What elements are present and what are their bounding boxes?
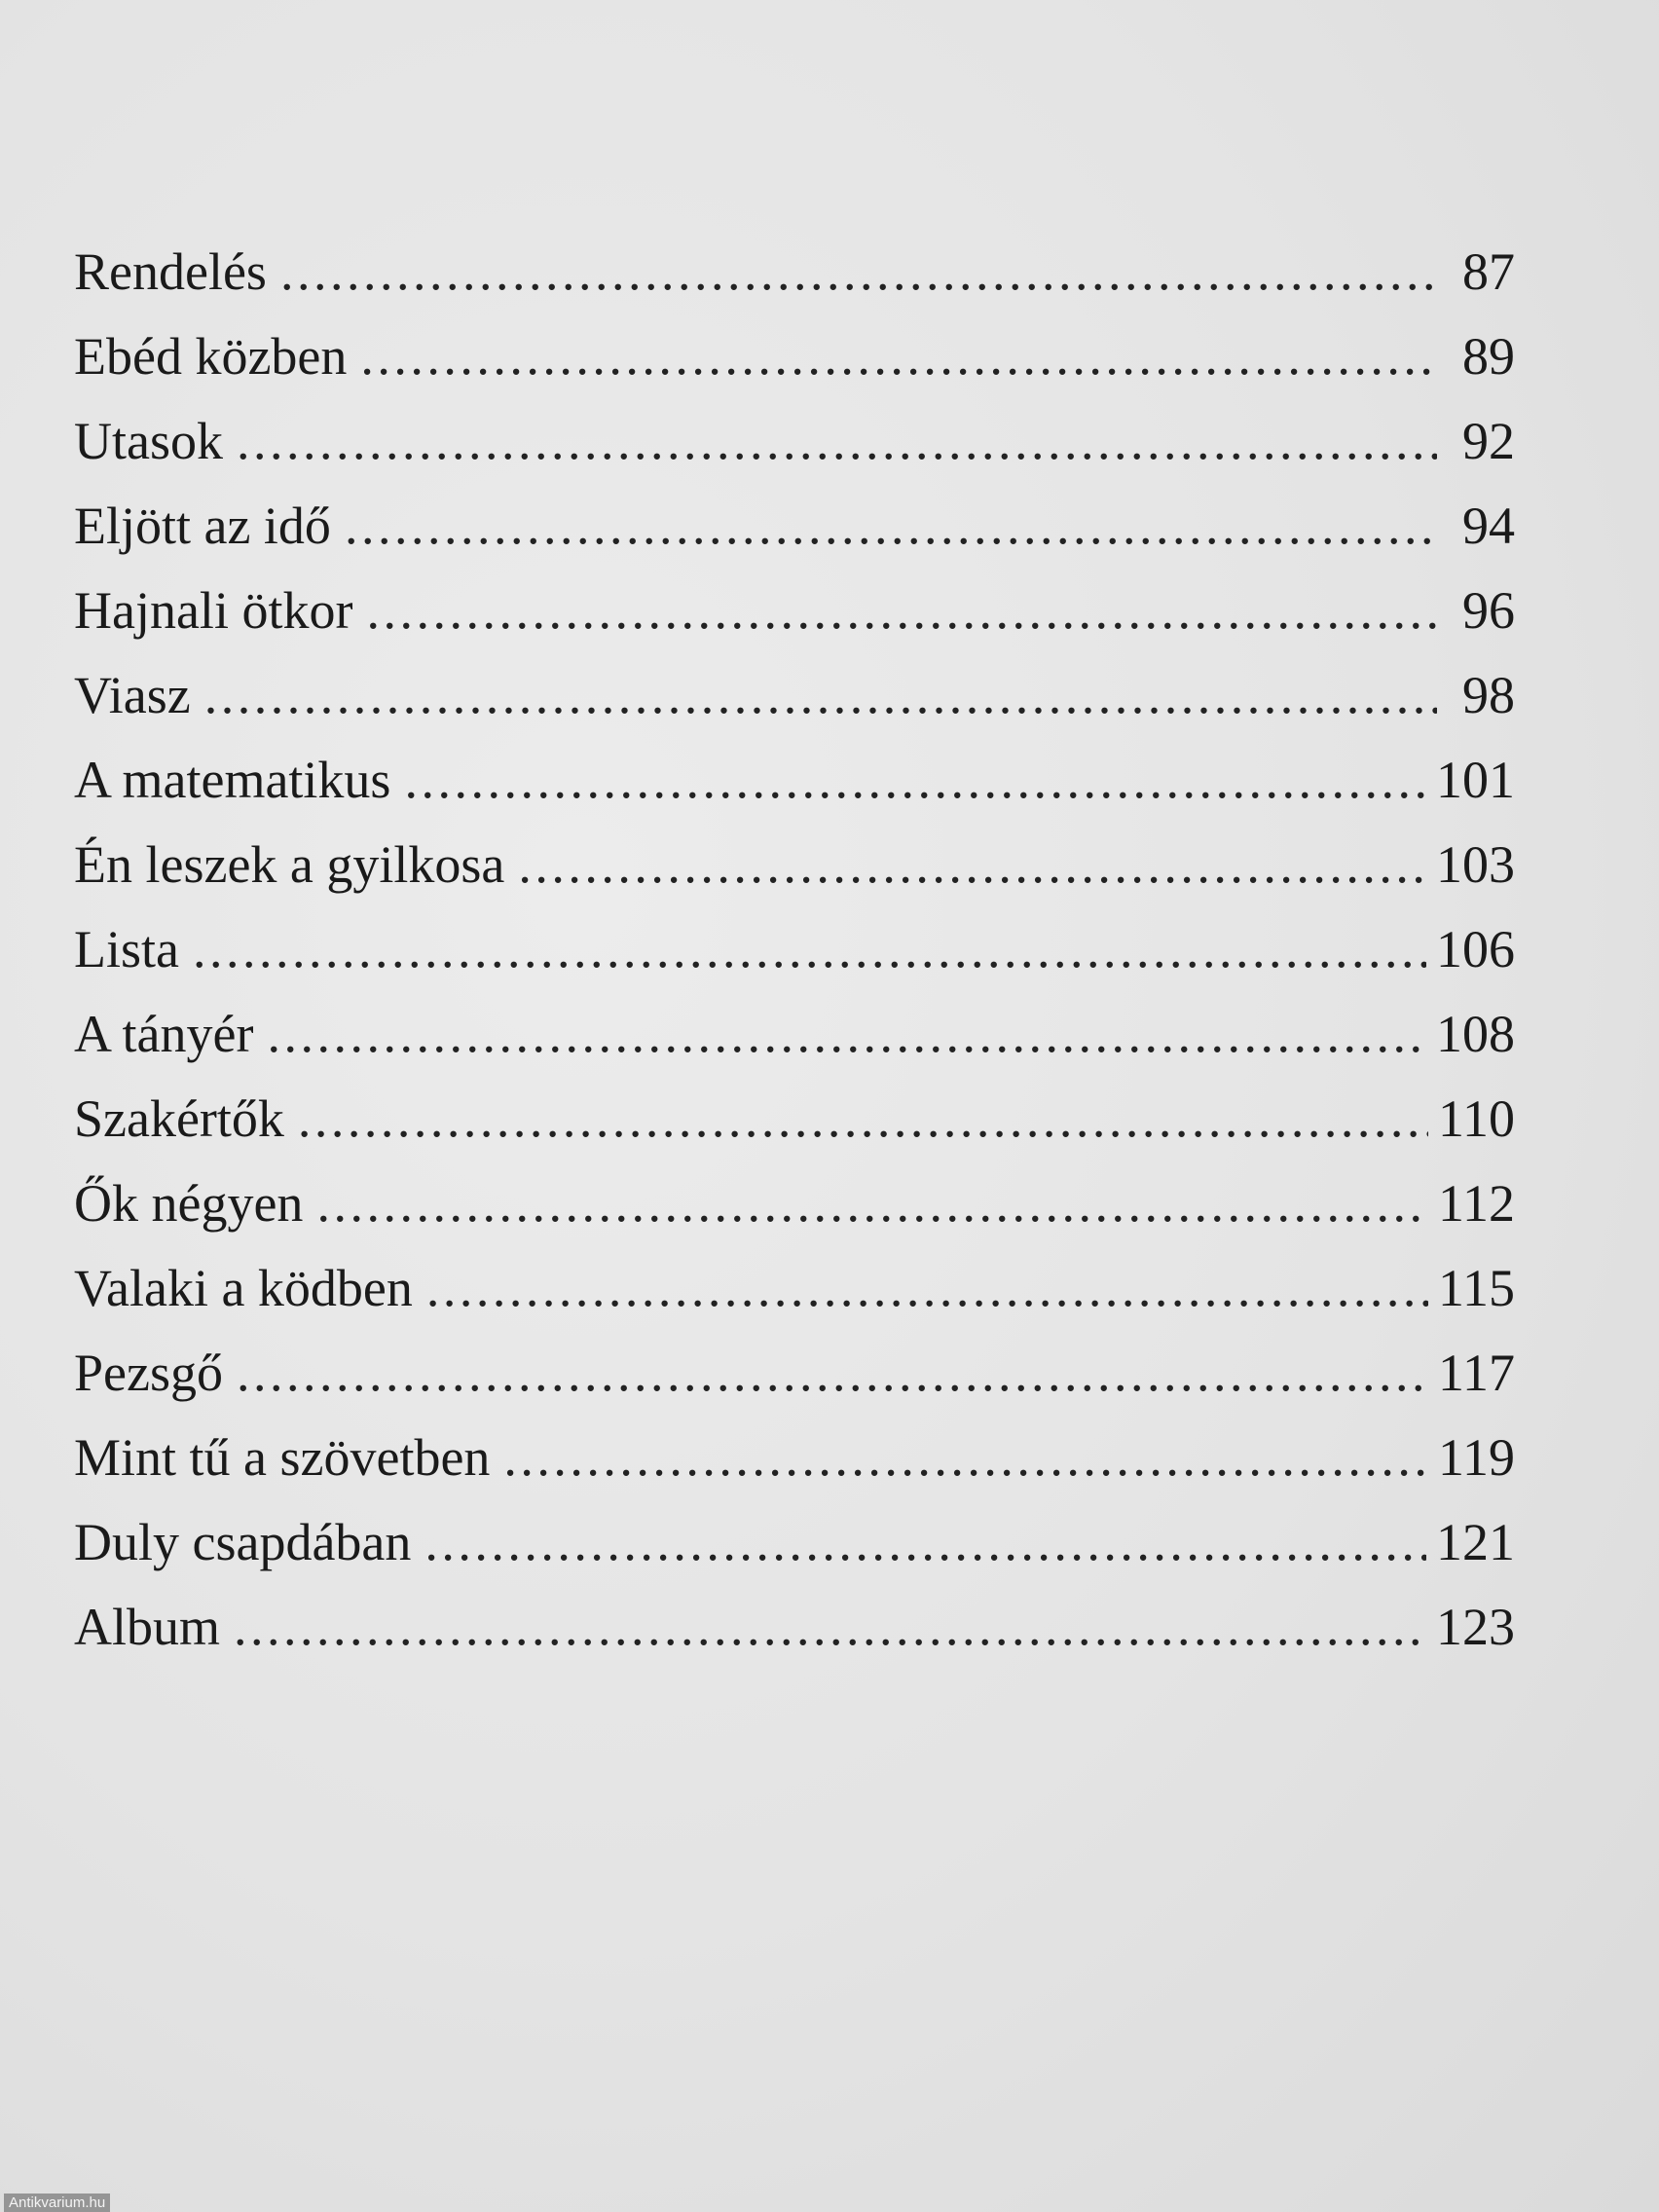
toc-entry (74, 823, 1515, 907)
toc-entry-title: Én leszek a gyilkosa (74, 835, 505, 894)
toc-entry-page: 89 (1462, 327, 1515, 386)
toc-entry-title: Utasok (74, 412, 223, 470)
dot-leader (518, 823, 1426, 907)
toc-entry-page: 115 (1438, 1259, 1515, 1317)
dot-leader (234, 1585, 1426, 1670)
toc-entry (74, 1500, 1515, 1585)
toc-entry-page: 119 (1438, 1428, 1515, 1487)
toc-entry-title: A tányér (74, 1005, 254, 1063)
toc-entry-title: Ebéd közben (74, 327, 348, 386)
toc-entry-page: 108 (1436, 1005, 1515, 1063)
dot-leader (193, 907, 1426, 992)
watermark: Antikvarium.hu (4, 2194, 110, 2212)
toc-entry (74, 1585, 1515, 1670)
dot-leader (280, 230, 1437, 314)
toc-entry-page: 103 (1436, 835, 1515, 894)
dot-leader (237, 399, 1437, 484)
toc-entry-page: 87 (1462, 242, 1515, 301)
dot-leader (366, 569, 1437, 653)
dot-leader (237, 1331, 1428, 1416)
toc-entry (74, 1161, 1515, 1246)
toc-entry (74, 569, 1515, 653)
toc-entry (74, 1331, 1515, 1416)
toc-entry (74, 1246, 1515, 1331)
toc-entry-title: Pezsgő (74, 1344, 223, 1402)
dot-leader (298, 1077, 1428, 1161)
dot-leader (360, 314, 1437, 399)
toc-entry-page: 106 (1436, 920, 1515, 978)
toc-entry-title: Valaki a ködben (74, 1259, 413, 1317)
toc-entry-title: Eljött az idő (74, 497, 331, 555)
toc-entry-title: Ők négyen (74, 1174, 304, 1233)
toc-entry (74, 314, 1515, 399)
dot-leader (503, 1416, 1428, 1500)
toc-entry-page: 92 (1462, 412, 1515, 470)
dot-leader (267, 992, 1426, 1077)
toc-entry-page: 98 (1462, 666, 1515, 724)
dot-leader (204, 653, 1437, 738)
toc-entry-page: 123 (1436, 1598, 1515, 1656)
toc-entry (74, 653, 1515, 738)
toc-entry-title: A matematikus (74, 751, 391, 809)
toc-entry (74, 738, 1515, 823)
dot-leader (426, 1246, 1428, 1331)
toc-entry-title: Duly csapdában (74, 1513, 412, 1571)
toc-entry-page: 96 (1462, 581, 1515, 640)
toc-entry (74, 907, 1515, 992)
dot-leader (316, 1161, 1428, 1246)
toc-entry (74, 992, 1515, 1077)
toc-entry-title: Mint tű a szövetben (74, 1428, 491, 1487)
table-of-contents (74, 230, 1515, 1670)
toc-entry (74, 484, 1515, 569)
toc-entry (74, 230, 1515, 314)
toc-entry-page: 112 (1438, 1174, 1515, 1233)
toc-entry-page: 117 (1438, 1344, 1515, 1402)
toc-entry (74, 399, 1515, 484)
toc-entry-page: 121 (1436, 1513, 1515, 1571)
toc-entry-title: Szakértők (74, 1089, 284, 1148)
toc-entry-title: Album (74, 1598, 221, 1656)
dot-leader (345, 484, 1437, 569)
toc-entry-title: Rendelés (74, 242, 267, 301)
toc-entry-title: Viasz (74, 666, 191, 724)
toc-entry (74, 1077, 1515, 1161)
toc-entry-page: 110 (1438, 1089, 1515, 1148)
toc-entry-page: 94 (1462, 497, 1515, 555)
dot-leader (404, 738, 1426, 823)
toc-entry-page: 101 (1436, 751, 1515, 809)
toc-entry-title: Hajnali ötkor (74, 581, 353, 640)
toc-entry-title: Lista (74, 920, 179, 978)
dot-leader (424, 1500, 1426, 1585)
toc-entry (74, 1416, 1515, 1500)
